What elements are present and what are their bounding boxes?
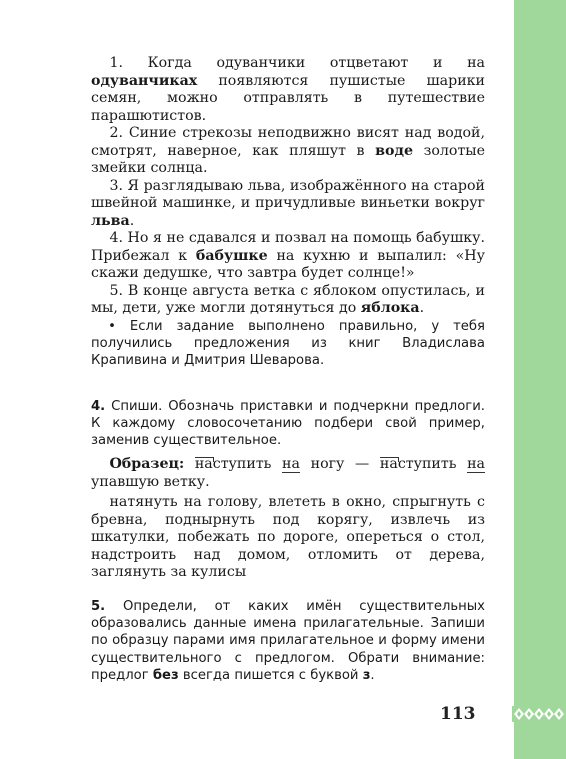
- answer-2: 2. Синие стрекозы неподвижно висят над водой, смотрят, наверное, как пляшут в воде золотые змейки солнца.: [91, 125, 485, 176]
- task-4: [91, 398, 485, 450]
- task-4-sample: Образец: наступить на ногу — наступить на упавшую ветку.: [91, 456, 486, 490]
- preposition-underline: на: [467, 456, 486, 472]
- prefix-mark: на: [194, 456, 213, 472]
- green-margin-strip: [514, 0, 566, 759]
- page-number: 113: [440, 704, 476, 724]
- task-4-number: 4.: [91, 399, 106, 414]
- answers-note: • Если задание выполнено правильно, у тебя получились предложения из книг Владислава Крапивина и Дмитрия Шеварова.: [91, 318, 485, 368]
- zigzag-ornament-icon: [512, 706, 566, 722]
- task-5: [91, 598, 485, 684]
- task-5-number: 5.: [91, 599, 106, 614]
- sample-label: Образец:: [109, 456, 185, 472]
- preposition-underline: на: [282, 456, 300, 472]
- prefix-mark: на: [379, 456, 398, 472]
- task-4-text: 4. Спиши. Обозначь приставки и подчеркни предлоги. К каждому словосочетанию подбери свой пример, заменив существительное.: [91, 399, 485, 449]
- answers-block: [91, 55, 485, 369]
- answer-3: 3. Я разглядываю льва, изображённого на старой швейной машинке, и причудливые виньетки вокруг льва.: [91, 177, 485, 229]
- answer-4: 4. Но я не сдавался и позвал на помощь бабушку. Прибежал к бабушке на кухню и выпалил: «Ну скажи дедушке, что завтра будет солнце!»: [91, 230, 485, 281]
- answer-5: 5. В конце августа ветка с яблоком опустилась, и мы, дети, уже могли дотянуться до яблока.: [91, 282, 485, 316]
- task-5-text: 5. Определи, от каких имён существительных образовались данные имена прилагательные. Запиши по образцу парами имя прилагательное и форму имени существительного с предлогом. Обрати внимание: предлог без всегда пишется с буквой з.: [91, 599, 485, 683]
- task-4-word-list: натянуть на голову, влететь в окно, спрыгнуть с бревна, поднырнуть под корягу, извлечь из шкатулки, побежать по дороге, опереться о стол, надстроить над домом, отломить от дерева, заглянуть за кулисы: [91, 494, 485, 580]
- answer-1: 1. Когда одуванчики отцветают и на одуванчиках появляются пушистые шарики семян, можно отправлять в путешествие парашютистов.: [91, 55, 485, 124]
